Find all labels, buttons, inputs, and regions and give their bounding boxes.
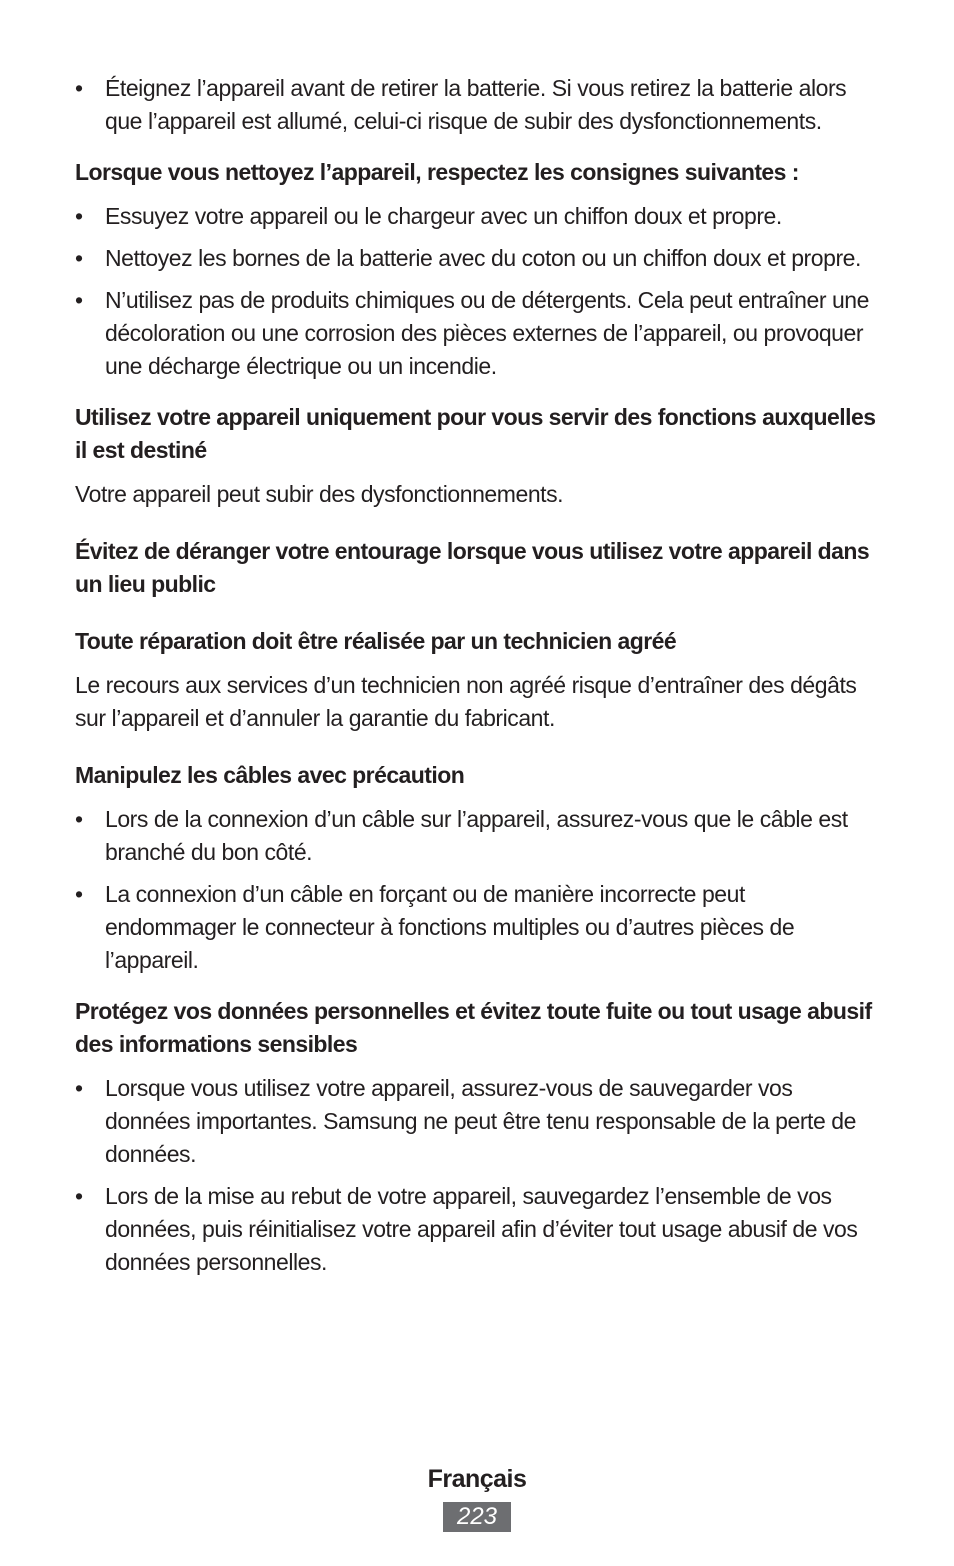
list-item — [75, 1180, 880, 1279]
bullet-marker: • — [75, 881, 83, 907]
section-heading: Toute réparation doit être réalisée par un technicien agréé — [75, 628, 677, 654]
document-page — [75, 72, 880, 1288]
section-paragraph: Votre appareil peut subir des dysfonctionnements. — [75, 481, 564, 507]
section-paragraph: Le recours aux services d’un technicien non agréé risque d’entraîner des dégâts sur l’appareil et d’annuler la garantie du fabricant. — [75, 672, 857, 731]
bullet-marker: • — [75, 75, 83, 101]
intro-bullet-list — [75, 72, 880, 138]
section-cleaning — [75, 156, 880, 383]
page-number-badge: 223 — [443, 1502, 511, 1532]
list-item — [75, 72, 880, 138]
bullet-list — [75, 803, 880, 977]
section-heading: Manipulez les câbles avec précaution — [75, 762, 465, 788]
list-item-text: Essuyez votre appareil ou le chargeur avec un chiffon doux et propre. — [105, 203, 782, 229]
list-item-text: Éteignez l’appareil avant de retirer la batterie. Si vous retirez la batterie alors que l’appareil est allumé, celui-ci risque de subir des dysfonctionnements. — [105, 75, 847, 134]
section-heading: Utilisez votre appareil uniquement pour vous servir des fonctions auxquelles il est destiné — [75, 404, 876, 463]
bullet-marker: • — [75, 287, 83, 313]
list-item — [75, 878, 880, 977]
list-item — [75, 242, 880, 275]
list-item-text: Lorsque vous utilisez votre appareil, assurez-vous de sauvegarder vos données importantes. Samsung ne peut être tenu responsable de la perte de données. — [105, 1075, 856, 1167]
bullet-marker: • — [75, 203, 83, 229]
section-personal-data — [75, 995, 880, 1279]
section-heading: Lorsque vous nettoyez l’appareil, respectez les consignes suivantes : — [75, 159, 799, 185]
section-heading: Protégez vos données personnelles et évitez toute fuite ou tout usage abusif des informations sensibles — [75, 998, 872, 1057]
section-repair — [75, 625, 880, 735]
list-item-text: Lors de la mise au rebut de votre appareil, sauvegardez l’ensemble de vos données, puis réinitialisez votre appareil afin d’éviter tout usage abusif de vos données personnelles. — [105, 1183, 858, 1275]
list-item-text: La connexion d’un câble en forçant ou de manière incorrecte peut endommager le connecteur à fonctions multiples ou d’autres pièces de l’appareil. — [105, 881, 795, 973]
list-item — [75, 200, 880, 233]
list-item-text: N’utilisez pas de produits chimiques ou de détergents. Cela peut entraîner une décoloration ou une corrosion des pièces externes de l’appareil, ou provoquer une décharge électrique ou un incendie. — [105, 287, 869, 379]
footer-language: Français — [427, 1465, 527, 1493]
list-item — [75, 1072, 880, 1171]
bullet-list — [75, 1072, 880, 1279]
list-item — [75, 284, 880, 383]
page-footer — [0, 1462, 954, 1532]
section-public-place — [75, 535, 880, 601]
list-item-text: Lors de la connexion d’un câble sur l’appareil, assurez-vous que le câble est branché du bon côté. — [105, 806, 848, 865]
section-cables — [75, 759, 880, 977]
bullet-marker: • — [75, 1075, 83, 1101]
list-item-text: Nettoyez les bornes de la batterie avec du coton ou un chiffon doux et propre. — [105, 245, 861, 271]
bullet-list — [75, 200, 880, 383]
bullet-marker: • — [75, 245, 83, 271]
bullet-marker: • — [75, 806, 83, 832]
section-heading: Évitez de déranger votre entourage lorsque vous utilisez votre appareil dans un lieu public — [75, 538, 870, 597]
bullet-marker: • — [75, 1183, 83, 1209]
list-item — [75, 803, 880, 869]
section-intended-use — [75, 401, 880, 511]
